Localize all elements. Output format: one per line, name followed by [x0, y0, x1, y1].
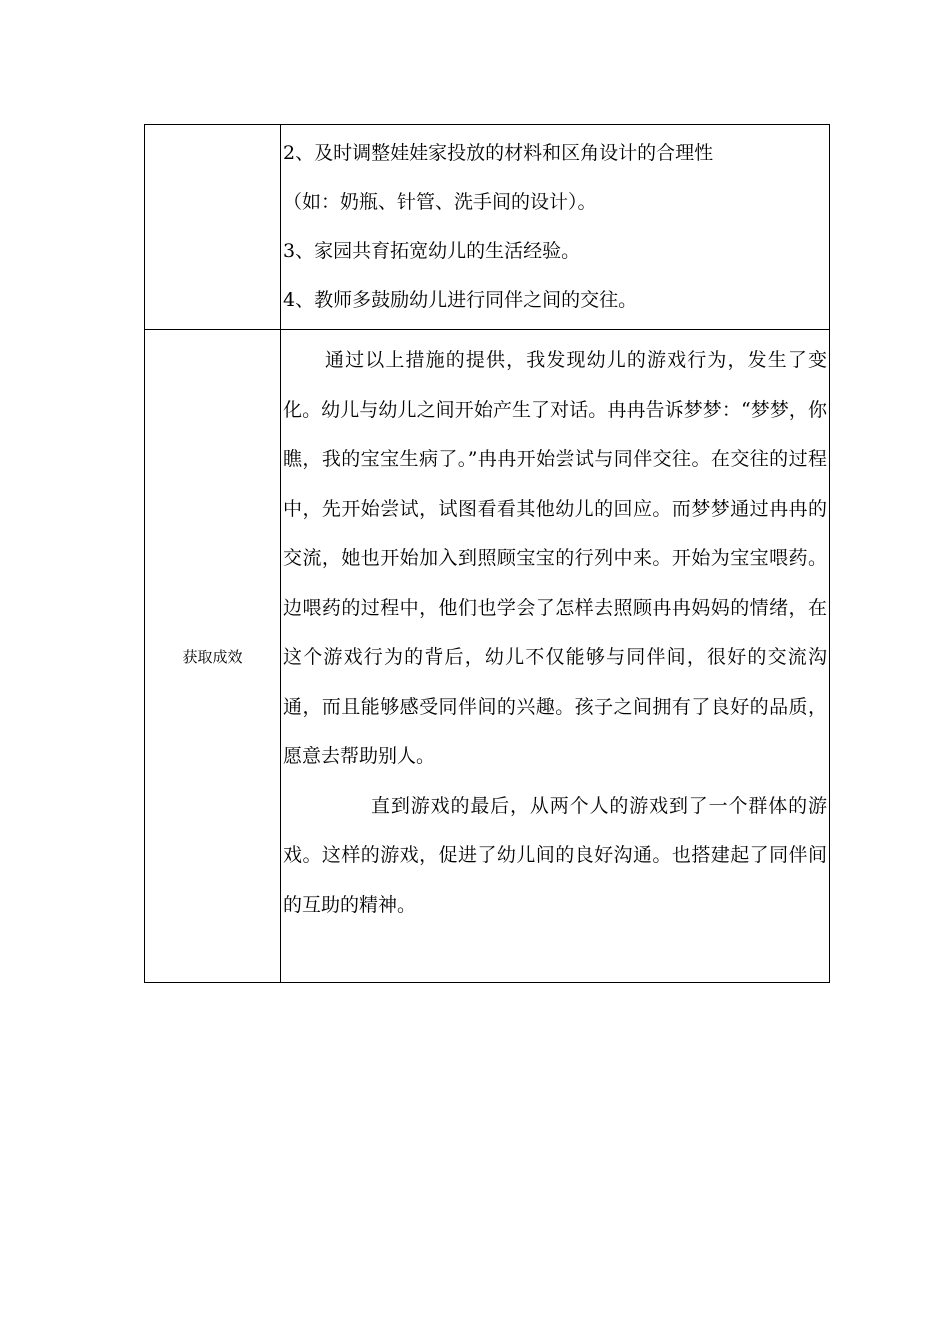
results-content-cell: [281, 330, 830, 983]
measures-content-cell: [281, 125, 830, 330]
measure-item-2-line-2: （如：奶瓶、针管、洗手间的设计）。: [283, 191, 597, 213]
measure-item-4: 4、教师多鼓励幼儿进行同伴之间的交往。: [283, 289, 638, 311]
measure-item-3: 3、家园共育拓宽幼儿的生活经验。: [283, 240, 581, 262]
document-table: [144, 124, 830, 983]
row-label-empty: [145, 125, 281, 330]
results-paragraph-1: 通过以上措施的提供，我发现幼儿的游戏行为，发生了变化。幼儿与幼儿之间开始产生了对话。冉冉告诉梦梦：“梦梦，你瞧，我的宝宝生病了。”冉冉开始尝试与同伴交往。在交往的过程中，先开始尝试，试图看看其他幼儿的回应。而梦梦通过冉冉的交流，她也开始加入到照顾宝宝的行列中来。开始为宝宝喂药。边喂药的过程中，他们也学会了怎样去照顾冉冉妈妈的情绪，在这个游戏行为的背后，幼儿不仅能够与同伴间，很好的交流沟通，而且能够感受同伴间的兴趣。孩子之间拥有了良好的品质，愿意去帮助别人。: [283, 349, 827, 767]
table-row-results: [145, 330, 830, 983]
results-paragraph-2: 直到游戏的最后，从两个人的游戏到了一个群体的游戏。这样的游戏，促进了幼儿间的良好沟通。也搭建起了同伴间的互助的精神。: [283, 794, 827, 916]
row-label-results: 获取成效: [145, 330, 281, 983]
measure-item-2-line-1: 2、及时调整娃娃家投放的材料和区角设计的合理性: [283, 142, 714, 164]
table-row-measures: [145, 125, 830, 330]
